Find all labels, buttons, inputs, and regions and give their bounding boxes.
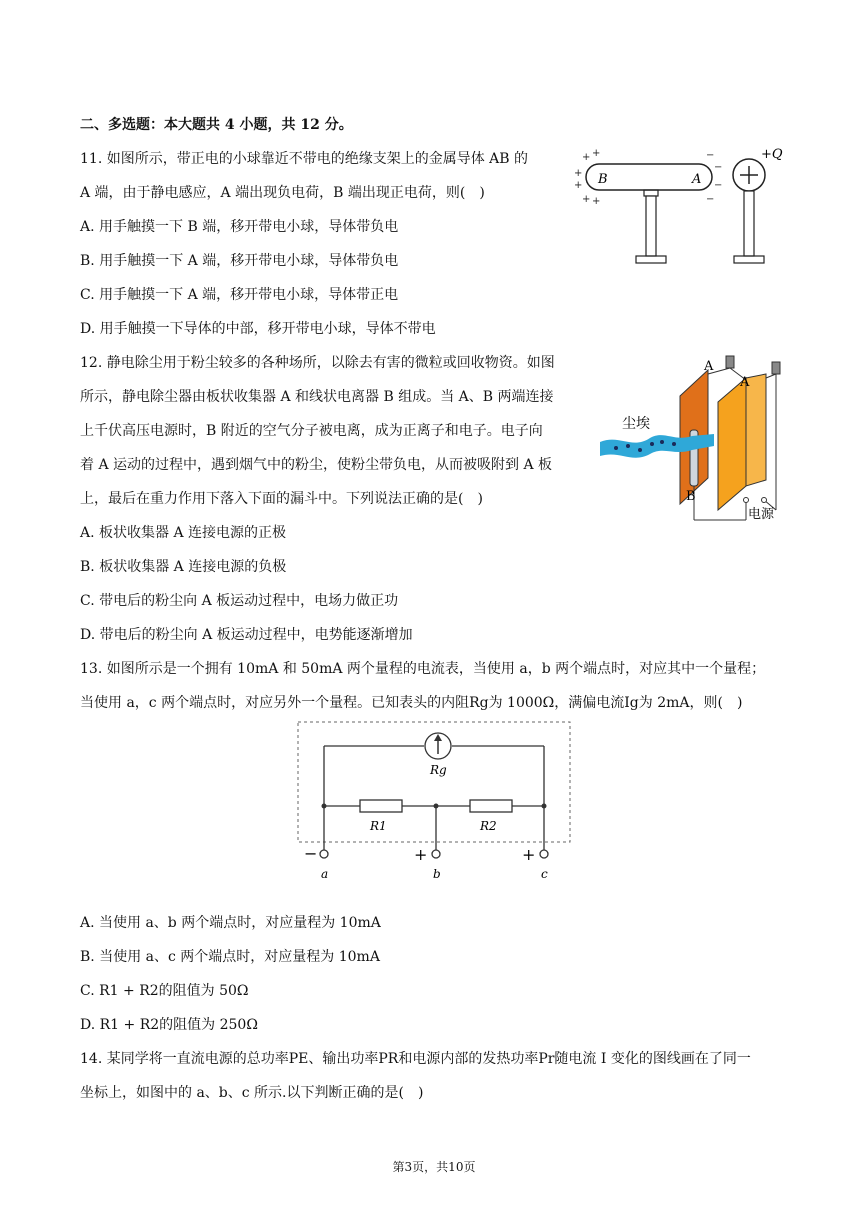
svg-text:−: − (706, 150, 715, 161)
q12-option-a: A. 板状收集器 A 连接电源的正极 (80, 525, 287, 541)
sign-plus-b: + (414, 845, 428, 864)
q11-option-a: A. 用手触摸一下 B 端，移开带电小球，导体带负电 (80, 219, 399, 235)
q11-stem-2: A 端，由于静电感应，A 端出现负电荷，B 端出现正电荷，则( ) (80, 185, 485, 201)
label-r1: R1 (370, 819, 387, 833)
q12-label-a2: A (740, 375, 750, 390)
q13-option-d: D. R1 + R2的阻值为 250Ω (80, 1017, 258, 1033)
q13-stem-2: 当使用 a，c 两个端点时，对应另外一个量程。已知表头的内阻Rg为 1000Ω，满偏电流Ig为 2mA，则( ) (80, 695, 743, 711)
q12-label-b: B (686, 489, 696, 504)
q12-option-b: B. 板状收集器 A 连接电源的负极 (80, 559, 287, 575)
label-a: a (321, 867, 329, 881)
q11-option-b: B. 用手触摸一下 A 端，移开带电小球，导体带负电 (80, 253, 399, 269)
q13-stem-1: 13. 如图所示是一个拥有 10mA 和 50mA 两个量程的电流表，当使用 a，b 两个端点时，对应其中一个量程； (80, 661, 766, 677)
q12-stem-3: 上千伏高压电源时，B 附近的空气分子被电离，成为正离子和电子。电子向 (80, 423, 543, 439)
q13-option-b: B. 当使用 a、c 两个端点时，对应量程为 10mA (80, 949, 380, 965)
terminal-a (320, 850, 328, 858)
resistor-r1 (360, 800, 402, 812)
q12-option-c: C. 带电后的粉尘向 A 板运动过程中，电场力做正功 (80, 593, 399, 609)
section-heading: 二、多选题：本大题共 4 小题，共 12 分。 (80, 117, 353, 133)
conductor-stand (646, 196, 656, 256)
q11-label-q: +Q (761, 147, 783, 162)
positive-charges (574, 148, 600, 207)
q14-stem-2: 坐标上，如图中的 a、b、c 所示.以下判断正确的是( ) (80, 1085, 424, 1101)
q12-figure (596, 350, 796, 530)
svg-text:+: + (592, 148, 601, 159)
svg-text:−: − (714, 162, 723, 173)
q13-option-a: A. 当使用 a、b 两个端点时，对应量程为 10mA (80, 915, 381, 931)
plate-a-right (718, 378, 746, 510)
q12-stem-2: 所示，静电除尘器由板状收集器 A 和线状电离器 B 组成。当 A、B 两端连接 (80, 389, 554, 405)
resistor-r2 (470, 800, 512, 812)
label-c: c (541, 867, 548, 881)
q11-stem-1: 11. 如图所示，带正电的小球靠近不带电的绝缘支架上的金属导体 AB 的 (80, 151, 529, 167)
svg-text:+: + (574, 180, 583, 191)
label-b: b (433, 867, 441, 881)
q13-circuit (290, 718, 590, 886)
svg-text:+: + (582, 194, 591, 205)
negative-charges (706, 150, 722, 205)
svg-text:+: + (582, 152, 591, 163)
q12-label-dust: 尘埃 (622, 416, 650, 432)
terminal-c (540, 850, 548, 858)
q12-label-a1: A (704, 359, 714, 374)
q11-figure (566, 142, 806, 274)
q11-option-d: D. 用手触摸一下导体的中部，移开带电小球，导体不带电 (80, 321, 436, 337)
sign-minus: − (304, 844, 318, 863)
label-rg: Rg (430, 763, 447, 777)
q11-label-b: B (598, 172, 608, 187)
terminal-b (432, 850, 440, 858)
page-footer: 第3页，共10页 (392, 1160, 476, 1174)
svg-text:+: + (592, 196, 601, 207)
svg-text:−: − (706, 194, 715, 205)
q11-label-a: A (692, 172, 702, 187)
q14-stem-1: 14. 某同学将一直流电源的总功率PE、输出功率PR和电源内部的发热功率Pr随电流 I 变化的图线画在了同一 (80, 1051, 751, 1067)
sign-plus-c: + (522, 845, 536, 864)
q12-option-d: D. 带电后的粉尘向 A 板运动过程中，电势能逐渐增加 (80, 627, 413, 643)
svg-text:+: + (574, 168, 583, 179)
q11-option-c: C. 用手触摸一下 A 端，移开带电小球，导体带正电 (80, 287, 399, 303)
label-r2: R2 (480, 819, 497, 833)
q12-stem-4: 着 A 运动的过程中，遇到烟气中的粉尘，使粉尘带负电，从而被吸附到 A 板 (80, 457, 553, 473)
q12-stem-1: 12. 静电除尘用于粉尘较多的各种场所，以除去有害的微粒或回收物资。如图 (80, 355, 555, 371)
q13-option-c: C. R1 + R2的阻值为 50Ω (80, 983, 249, 999)
q12-label-source: 电源 (748, 507, 775, 522)
ball-stand (744, 191, 754, 256)
q12-stem-5: 上，最后在重力作用下落入下面的漏斗中。下列说法正确的是( ) (80, 491, 483, 507)
svg-text:−: − (714, 180, 723, 191)
